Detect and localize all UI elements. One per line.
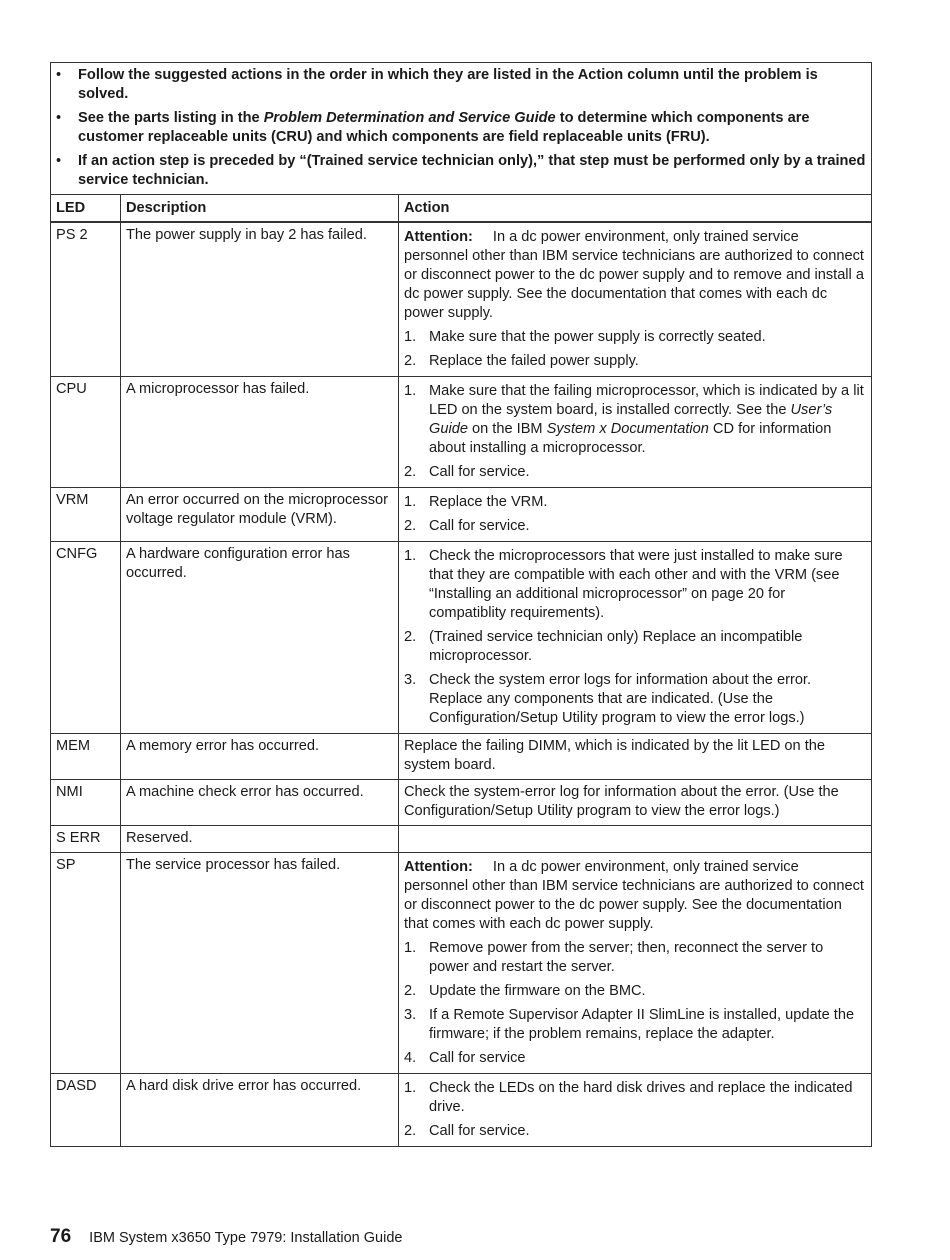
note-text-segment: Follow the suggested actions in the order in which they are listed in the Action column until the problem is solved.	[78, 67, 818, 102]
table-row	[51, 826, 872, 853]
document-title: IBM System x3650 Type 7979: Installation Guide	[89, 1230, 403, 1246]
description-cell: A hard disk drive error has occurred.	[121, 1074, 399, 1147]
step-number: 1.	[404, 940, 417, 956]
step-text	[429, 1049, 866, 1068]
step-number: 2.	[404, 1123, 417, 1139]
action-cell	[399, 222, 872, 377]
note-text	[78, 109, 866, 147]
header-row	[51, 195, 872, 223]
step-number: 3.	[404, 1007, 417, 1023]
action-step	[404, 382, 866, 458]
description-cell: A hardware configuration error has occurred.	[121, 542, 399, 734]
step-text-segment: Call for service	[429, 1050, 526, 1066]
step-text	[429, 382, 866, 458]
header-led: LED	[51, 195, 121, 223]
step-text-segment: Replace the failed power supply.	[429, 353, 639, 369]
note-text-segment: Problem Determination and Service Guide	[263, 110, 556, 126]
step-text	[429, 352, 866, 371]
action-cell	[399, 853, 872, 1074]
step-text-segment: Call for service.	[429, 518, 530, 534]
attention-text: In a dc power environment, only trained service personnel other than IBM service technicians are authorized to connect or disconnect power to the dc power supply. See the documentation that comes with each dc power supply.	[404, 859, 864, 932]
action-step	[404, 628, 866, 666]
action-step	[404, 493, 866, 512]
led-cell: NMI	[51, 780, 121, 826]
table-row	[51, 222, 872, 377]
header-action: Action	[399, 195, 872, 223]
action-step	[404, 982, 866, 1001]
action-cell	[399, 734, 872, 780]
description-cell: The service processor has failed.	[121, 853, 399, 1074]
attention-note	[404, 228, 866, 323]
attention-text: In a dc power environment, only trained service personnel other than IBM service technicians are authorized to connect or disconnect power to the dc power supply and to remove and install a dc power supply. See the documentation that comes with each dc power supply.	[404, 229, 864, 321]
step-text-segment: Make sure that the failing microprocessor, which is indicated by a lit LED on the system board, is installed correctly. See the	[429, 383, 864, 418]
led-cell: CNFG	[51, 542, 121, 734]
step-number: 2.	[404, 464, 417, 480]
step-text	[429, 1006, 866, 1044]
action-step	[404, 547, 866, 623]
action-step	[404, 1006, 866, 1044]
step-text-segment: Call for service.	[429, 464, 530, 480]
bullet-icon: •	[56, 67, 62, 83]
action-step	[404, 671, 866, 728]
attention-note	[404, 858, 866, 934]
step-text	[429, 1079, 866, 1117]
led-cell: S ERR	[51, 826, 121, 853]
description-cell: An error occurred on the microprocessor voltage regulator module (VRM).	[121, 488, 399, 542]
description-cell: Reserved.	[121, 826, 399, 853]
step-text-segment: on the IBM	[467, 421, 547, 437]
page-footer	[50, 1226, 402, 1248]
action-step	[404, 352, 866, 371]
description-cell: The power supply in bay 2 has failed.	[121, 222, 399, 377]
step-text-segment: (Trained service technician only) Replace an incompatible microprocessor.	[429, 629, 803, 664]
action-cell	[399, 826, 872, 853]
table-row	[51, 780, 872, 826]
led-cell: VRM	[51, 488, 121, 542]
led-error-table	[50, 62, 872, 1147]
action-step	[404, 463, 866, 482]
step-text	[429, 671, 866, 728]
step-text-segment: CD for information about installing a microprocessor.	[429, 421, 832, 456]
step-text-segment: System x Documentation	[546, 421, 709, 437]
note-item	[56, 152, 866, 190]
attention-label: Attention:	[404, 859, 473, 875]
note-item	[56, 109, 866, 147]
description-cell: A machine check error has occurred.	[121, 780, 399, 826]
table-row	[51, 542, 872, 734]
step-text	[429, 939, 866, 977]
led-cell: MEM	[51, 734, 121, 780]
step-text	[429, 1122, 866, 1141]
action-cell	[399, 542, 872, 734]
step-number: 2.	[404, 518, 417, 534]
notes-row	[51, 63, 872, 195]
led-cell: SP	[51, 853, 121, 1074]
step-text	[429, 982, 866, 1001]
step-text-segment: Check the system error logs for information about the error. Replace any components that are indicated. (Use the Configuration/Setup Utility program to view the error logs.)	[429, 672, 812, 726]
step-text-segment: Remove power from the server; then, reconnect the server to power and restart the server.	[429, 940, 824, 975]
note-text-segment: If an action step is preceded by “(Trained service technician only),” that step must be performed only by a trained service technician.	[78, 153, 866, 188]
step-text-segment: Call for service.	[429, 1123, 530, 1139]
step-text-segment: If a Remote Supervisor Adapter II SlimLine is installed, update the firmware; if the problem remains, replace the adapter.	[429, 1007, 855, 1042]
step-text-segment: Update the firmware on the BMC.	[429, 983, 646, 999]
action-text: Check the system-error log for information about the error. (Use the Configuration/Setup Utility program to view the error logs.)	[404, 784, 839, 819]
step-text-segment: Make sure that the power supply is correctly seated.	[429, 329, 766, 345]
table-row	[51, 853, 872, 1074]
note-text-segment: to determine which components are customer replaceable units (CRU) and which components are field replaceable units (FRU).	[78, 110, 810, 145]
step-number: 4.	[404, 1050, 417, 1066]
note-item	[56, 66, 866, 104]
action-cell	[399, 780, 872, 826]
step-text	[429, 628, 866, 666]
step-text-segment: Check the LEDs on the hard disk drives and replace the indicated drive.	[429, 1080, 853, 1115]
attention-label: Attention:	[404, 229, 473, 245]
step-number: 1.	[404, 383, 417, 399]
step-number: 2.	[404, 983, 417, 999]
bullet-icon: •	[56, 153, 62, 169]
step-number: 2.	[404, 629, 417, 645]
step-number: 1.	[404, 494, 417, 510]
notes-list	[51, 63, 872, 195]
action-text: Replace the failing DIMM, which is indicated by the lit LED on the system board.	[404, 738, 825, 773]
step-number: 1.	[404, 329, 417, 345]
step-text-segment: Check the microprocessors that were just installed to make sure that they are compatible with each other and with the VRM (see “Installing an additional microprocessor” on page 20 for compatiblity requirements).	[429, 548, 843, 621]
table-row	[51, 377, 872, 488]
action-step	[404, 1049, 866, 1068]
action-step	[404, 1122, 866, 1141]
step-number: 3.	[404, 672, 417, 688]
step-text	[429, 547, 866, 623]
table-row	[51, 1074, 872, 1147]
step-number: 1.	[404, 1080, 417, 1096]
step-number: 2.	[404, 353, 417, 369]
action-step	[404, 328, 866, 347]
step-text	[429, 517, 866, 536]
step-text	[429, 463, 866, 482]
step-number: 1.	[404, 548, 417, 564]
page-number: 76	[50, 1226, 72, 1247]
description-cell: A microprocessor has failed.	[121, 377, 399, 488]
header-description: Description	[121, 195, 399, 223]
action-step	[404, 517, 866, 536]
table-row	[51, 734, 872, 780]
step-text-segment: Replace the VRM.	[429, 494, 548, 510]
step-text-segment: User’s Guide	[429, 402, 833, 437]
led-cell: CPU	[51, 377, 121, 488]
table-body	[51, 63, 872, 1147]
action-step	[404, 939, 866, 977]
led-cell: PS 2	[51, 222, 121, 377]
note-text	[78, 152, 866, 190]
action-cell	[399, 377, 872, 488]
description-cell: A memory error has occurred.	[121, 734, 399, 780]
note-text-segment: See the parts listing in the	[78, 110, 264, 126]
led-cell: DASD	[51, 1074, 121, 1147]
table-row	[51, 488, 872, 542]
action-cell	[399, 488, 872, 542]
bullet-icon: •	[56, 110, 62, 126]
step-text	[429, 493, 866, 512]
note-text	[78, 66, 866, 104]
action-cell	[399, 1074, 872, 1147]
action-step	[404, 1079, 866, 1117]
step-text	[429, 328, 866, 347]
